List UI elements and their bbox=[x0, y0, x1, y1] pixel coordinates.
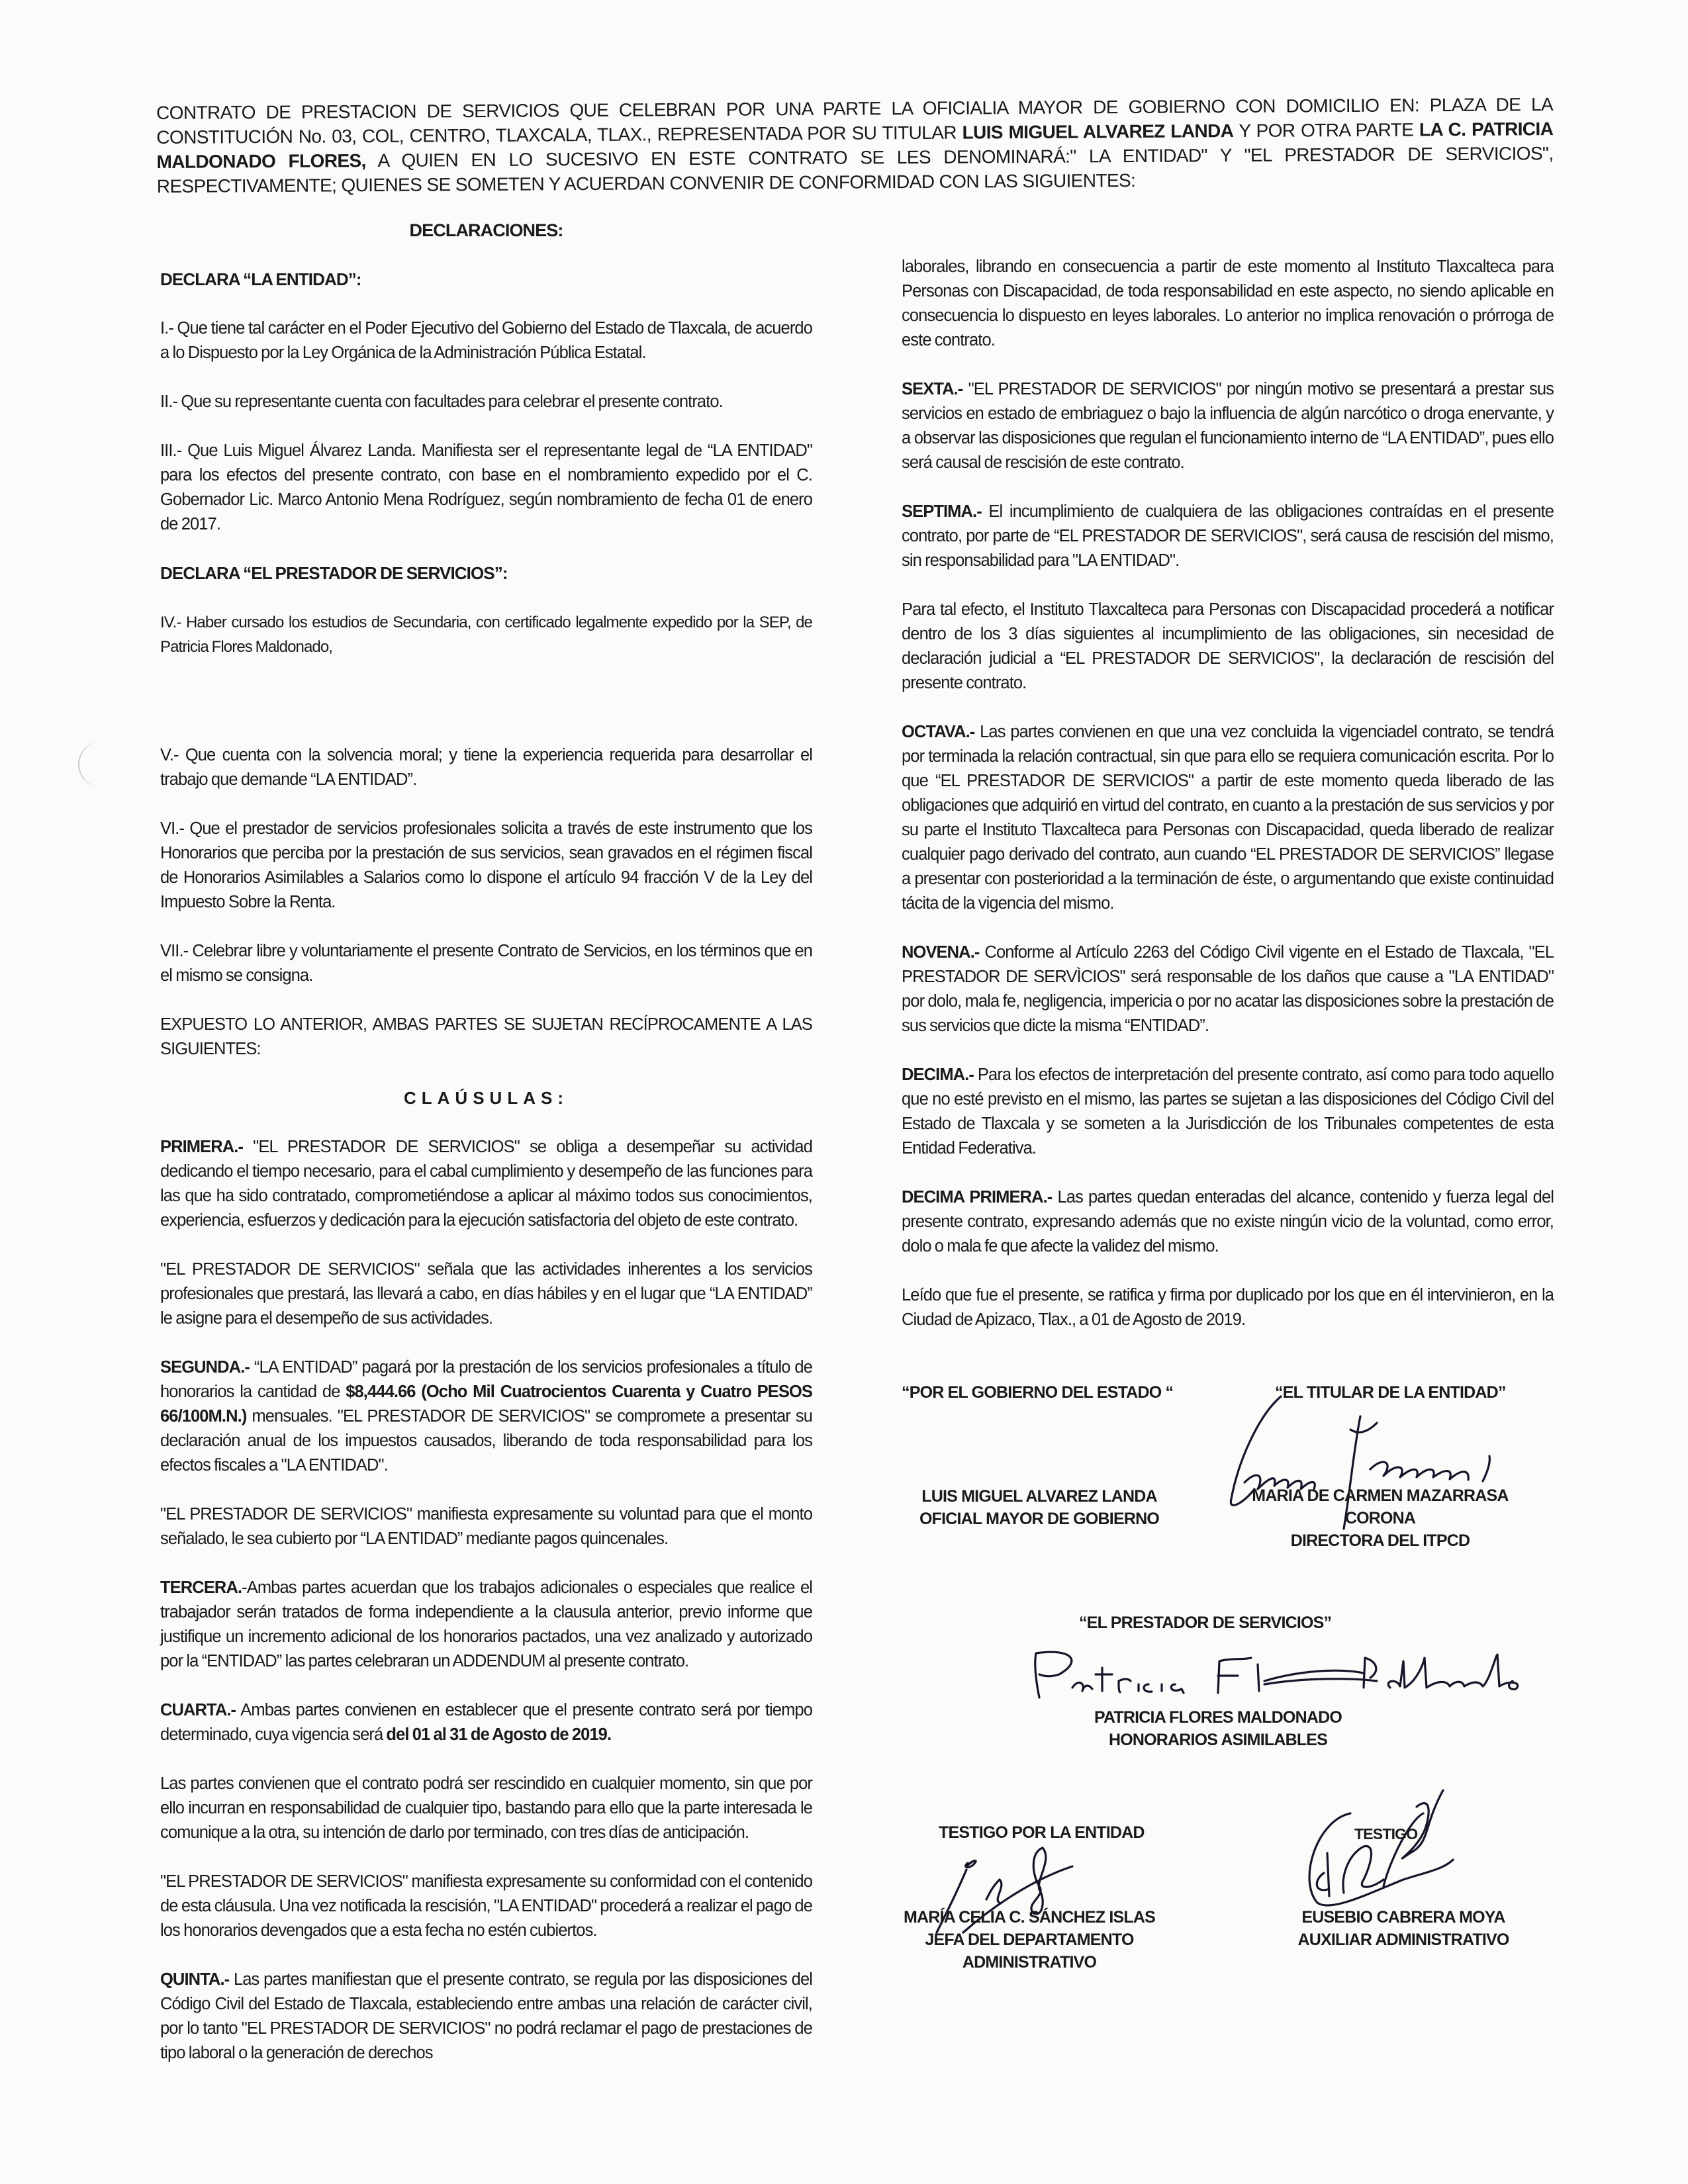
header-representative: LUIS MIGUEL ALVAREZ LANDA bbox=[962, 120, 1234, 143]
signatory-role: OFICIAL MAYOR DE GOBIERNO bbox=[919, 1510, 1159, 1528]
clausula-text: Para los efectos de interpretación del presente contrato, así como para todo aquello que no esté previsto en el mismo, las partes se sujetan a las disposiciones del Código Civil del Estado de Tlaxcala y se someten a la Jurisdicción de los Tribunales competentes de esta Entidad Federativa. bbox=[902, 1066, 1554, 1158]
clausula-segunda-p2: "EL PRESTADOR DE SERVICIOS" manifiesta expresamente su voluntad para que el monto señalado, le sea cubierto por “LA ENTIDAD” mediante pagos quincenales. bbox=[160, 1505, 812, 1548]
clausula-label: SEGUNDA.- bbox=[160, 1358, 250, 1377]
clausula-tercera bbox=[160, 1576, 812, 1674]
clausula-text: Las partes manifiestan que el presente contrato, se regula por las disposiciones del Código Civil del Estado de Tlaxcala, estableciendo entre ambas una relación de carácter civil, por lo tanto "EL PRESTADOR DE SERVICIOS" no podrá reclamar el pago de prestaciones de tipo laboral o la generación de derechos bbox=[160, 1970, 812, 2062]
signatory-name: MARÍA CELIA C. SÁNCHEZ ISLAS bbox=[904, 1908, 1155, 1927]
declaracion-v: V.- Que cuenta con la solvencia moral; y tiene la experiencia requerida para desarrollar el trabajo que demande “LA ENTIDAD”. bbox=[160, 746, 812, 789]
titular-signatory bbox=[1225, 1484, 1536, 1552]
header-provider: LA C. PATRICIA MALDONADO FLORES, bbox=[156, 118, 1554, 172]
declaracion-ii: II.- Que su representante cuenta con facultades para celebrar el presente contrato. bbox=[160, 392, 723, 411]
gobierno-heading: “POR EL GOBIERNO DEL ESTADO “ bbox=[902, 1383, 1174, 1402]
clausula-decima bbox=[902, 1063, 1554, 1161]
contract-period: del 01 al 31 de Agosto de 2019. bbox=[386, 1725, 612, 1744]
clausula-sexta bbox=[902, 377, 1554, 475]
testigo1-heading: TESTIGO POR LA ENTIDAD bbox=[939, 1823, 1145, 1842]
clausulas-title: CLAÚSULAS: bbox=[404, 1088, 569, 1108]
testigo1-signatory bbox=[880, 1906, 1178, 1974]
clausula-text: "EL PRESTADOR DE SERVICIOS" se obliga a desempeñar su actividad dedicando el tiempo necesario, para el cabal cumplimiento y desempeño de las funciones para las que ha sido contratado, comprometiéndose a aplicar al máximo todos sus conocimientos, experiencia, esfuerzos y dedicación para la ejecución satisfactoria del objeto de este contrato. bbox=[160, 1138, 812, 1230]
testigo2-heading: TESTIGO bbox=[1354, 1825, 1418, 1843]
clausula-segunda bbox=[160, 1355, 812, 1478]
clausula-label: QUINTA.- bbox=[160, 1970, 230, 1989]
clausula-cuarta bbox=[160, 1698, 812, 1747]
clausula-novena bbox=[902, 940, 1554, 1038]
declaraciones-title: DECLARACIONES: bbox=[409, 220, 563, 240]
declara-prestador-heading: DECLARA “EL PRESTADOR DE SERVICIOS”: bbox=[160, 563, 508, 583]
clausula-quinta-cont: laborales, librando en consecuencia a partir de este momento al Instituto Tlaxcalteca para Personas con Discapacidad, de toda responsabilidad en este aspecto, no siendo aplicable en consecuencia lo dispuesto en leyes laborales. Lo anterior no implica renovación o prórroga de este contrato. bbox=[902, 257, 1554, 349]
signatory-role: JEFA DEL DEPARTAMENTO bbox=[925, 1931, 1134, 1949]
left-column bbox=[160, 218, 812, 2090]
clausula-label: SEPTIMA.- bbox=[902, 502, 982, 521]
clausula-label: OCTAVA.- bbox=[902, 723, 975, 741]
clausula-text: -Ambas partes acuerdan que los trabajos adicionales o especiales que realice el trabajador serán tratados de forma independiente a la clausula anterior, previo informe que justifique un incremento adicional de los honorarios pactados, una vez analizado y autorizado por la “ENTIDAD” las partes celebraran un ADDENDUM al presente contrato. bbox=[160, 1578, 812, 1670]
prestador-signature bbox=[1019, 1648, 1549, 1707]
gobierno-signatory bbox=[887, 1485, 1192, 1530]
declaracion-i: I.- Que tiene tal carácter en el Poder Ejecutivo del Gobierno del Estado de Tlaxcala, de acuerdo a lo Dispuesto por la Ley Orgánica de la Administración Pública Estatal. bbox=[160, 319, 812, 362]
clausula-text: "EL PRESTADOR DE SERVICIOS" por ningún motivo se presentará a prestar sus servicios en estado de embriaguez o bajo la influencia de algún narcótico o droga enervante, y a observar las disposiciones que regulan el funcionamiento interno de “LA ENTIDAD”, pues ello será causal de rescisión de este contrato. bbox=[902, 380, 1554, 472]
clausula-label: DECIMA.- bbox=[902, 1066, 974, 1084]
clausula-quinta bbox=[160, 1968, 812, 2066]
scan-mark bbox=[78, 741, 126, 788]
clausula-octava bbox=[902, 720, 1554, 916]
prestador-heading: “EL PRESTADOR DE SERVICIOS” bbox=[1079, 1614, 1332, 1632]
expuesto-paragraph: EXPUESTO LO ANTERIOR, AMBAS PARTES SE SUJETAN RECÍPROCAMENTE A LAS SIGUIENTES: bbox=[160, 1015, 812, 1058]
testigo2-signatory bbox=[1284, 1906, 1523, 1951]
signatory-role-cont: ADMINISTRATIVO bbox=[962, 1953, 1097, 1972]
clausula-primera bbox=[160, 1135, 812, 1233]
clausula-label: TERCERA. bbox=[160, 1578, 242, 1597]
declaracion-vii: VII.- Celebrar libre y voluntariamente el presente Contrato de Servicios, en los términos que en el mismo se consigna. bbox=[160, 942, 812, 985]
prestador-signatory bbox=[1046, 1706, 1390, 1751]
clausula-cuarta-p3: "EL PRESTADOR DE SERVICIOS" manifiesta expresamente su conformidad con el contenido de esta cláusula. Una vez notificada la rescisión, "LA ENTIDAD" procederá a realizar el pago de los honorarios devengados que a esta fecha no estén cubiertos. bbox=[160, 1872, 812, 1940]
declaracion-iv: IV.- Haber cursado los estudios de Secundaria, con certificado legalmente expedido por la SEP, de Patricia Flores Maldonado, bbox=[160, 614, 812, 656]
header-text: Y POR OTRA PARTE bbox=[1233, 119, 1420, 142]
clausula-text: Las partes convienen en que una vez concluida la vigenciadel contrato, se tendrá por terminada la relación contractual, sin que para ello se requiera comunicación escrita. Por lo que “EL PRESTADOR DE SERVICIOS" a partir de este momento queda liberado de las obligaciones que adquirió en virtud del contrato, en cuanto a la prestación de sus servicios y por su parte el Instituto Tlaxcalteca para Personas con Discapacidad, queda liberado de realizar cualquier pago derivado del contrato, aun cuando “EL PRESTADOR DE SERVICIOS” llegase a presentar con posterioridad a la terminación de éste, o argumentando que existe continuidad tácita de la vigencia del mismo. bbox=[902, 723, 1554, 913]
titular-heading: “EL TITULAR DE LA ENTIDAD” bbox=[1275, 1383, 1506, 1402]
declara-entidad-heading: DECLARA “LA ENTIDAD”: bbox=[160, 269, 361, 289]
signatory-name: PATRICIA FLORES MALDONADO bbox=[1094, 1708, 1342, 1727]
clausula-text: Conforme al Artículo 2263 del Código Civil vigente en el Estado de Tlaxcala, "EL PRESTADOR DE SERVÌCIOS" será responsable de los daños que cause a "LA ENTIDAD" por dolo, mala fe, negligencia, impericia o por no acatar las disposiciones sobre la prestación de sus servicios que dicte la misma “ENTIDAD”. bbox=[902, 943, 1554, 1035]
clausula-label: PRIMERA.- bbox=[160, 1138, 244, 1156]
declaracion-iii: III.- Que Luis Miguel Álvarez Landa. Manifiesta ser el representante legal de “LA ENTIDAD" para los efectos del presente contrato, con base en el nombramiento expedido por el C. Gobernador Lic. Marco Antonio Mena Rodríguez, según nombramiento de fecha 01 de enero de 2017. bbox=[160, 441, 812, 533]
payment-amount: $8,444.66 (Ocho Mil Cuatrocientos Cuarenta y Cuatro PESOS 66/100M.N.) bbox=[160, 1383, 812, 1426]
clausula-decima-primera bbox=[902, 1185, 1554, 1259]
clausula-text: Las partes quedan enteradas del alcance, contenido y fuerza legal del presente contrato, expresando además que no existe ningún vicio de la voluntad, como error, dolo o mala fe que afecte la validez del mismo. bbox=[902, 1188, 1554, 1255]
contract-header bbox=[156, 92, 1554, 199]
header-text: A QUIEN EN LO SUCESIVO EN ESTE CONTRATO SE LES DENOMINARÁ:" LA ENTIDAD" Y "EL PRESTADOR DE SERVICIOS", RESPECTIVAMENTE; QUIENES SE SOMETEN Y ACUERDAN CONVENIR DE CONFORMIDAD CON LAS SIGUIENTES: bbox=[156, 143, 1554, 197]
clausula-text: mensuales. "EL PRESTADOR DE SERVICIOS" se compromete a presentar su declaración anual de los impuestos causados, liberando de toda responsabilidad para los efectos fiscales a "LA ENTIDAD". bbox=[160, 1407, 812, 1475]
signatory-name: LUIS MIGUEL ALVAREZ LANDA bbox=[921, 1487, 1157, 1506]
clausula-septima bbox=[902, 500, 1554, 573]
clausula-text: El incumplimiento de cualquiera de las obligaciones contraídas en el presente contrato, por parte de “EL PRESTADOR DE SERVICIOS", será causa de rescisión del mismo, sin responsabilidad para "LA ENTIDAD". bbox=[902, 502, 1554, 570]
clausula-label: DECIMA PRIMERA.- bbox=[902, 1188, 1053, 1206]
clausula-label: NOVENA.- bbox=[902, 943, 980, 962]
signatory-name: MARIA DE CARMEN MAZARRASA bbox=[1252, 1486, 1509, 1505]
right-column bbox=[902, 255, 1554, 1357]
signatory-role: AUXILIAR ADMINISTRATIVO bbox=[1297, 1931, 1509, 1949]
signatory-name: EUSEBIO CABRERA MOYA bbox=[1301, 1908, 1505, 1927]
clausula-label: SEXTA.- bbox=[902, 380, 963, 398]
signatory-role: DIRECTORA DEL ITPCD bbox=[1290, 1531, 1470, 1550]
testigo2-signature bbox=[1291, 1780, 1463, 1919]
signatory-name-cont: CORONA bbox=[1344, 1509, 1416, 1527]
clausula-text: Ambas partes convienen en establecer que el presente contrato será por tiempo determinado, cuya vigencia será bbox=[160, 1701, 812, 1744]
clausula-septima-p2: Para tal efecto, el Instituto Tlaxcalteca para Personas con Discapacidad procederá a notificar dentro de los 3 días siguientes al incumplimiento de las obligaciones, sin necesidad de declaración judicial a “EL PRESTADOR DE SERVICIOS", la declaración de rescisión del presente contrato. bbox=[902, 600, 1554, 692]
clausula-text: “LA ENTIDAD” pagará por la prestación de los servicios profesionales a título de honorarios la cantidad de bbox=[160, 1358, 812, 1401]
header-text: CONTRATO DE PRESTACION DE SERVICIOS QUE CELEBRAN POR UNA PARTE LA OFICIALIA MAYOR DE GOBIERNO CON DOMICILIO EN: PLAZA DE LA CONSTITUCIÓN No. 03, COL, CENTRO, TLAXCALA, TLAX., REPRESENTADA POR SU TITULAR bbox=[156, 94, 1554, 148]
signatory-role: HONORARIOS ASIMILABLES bbox=[1108, 1731, 1328, 1749]
closing-paragraph: Leído que fue el presente, se ratifica y firma por duplicado por los que en él intervinieron, en la Ciudad de Apizaco, Tlax., a 01 de Agosto de 2019. bbox=[902, 1286, 1554, 1329]
clausula-cuarta-p2: Las partes convienen que el contrato podrá ser rescindido en cualquier momento, sin que por ello incurran en responsabilidad de cualquier tipo, bastando para ello que la parte interesada le comunique a la otra, su intención de darlo por terminado, con tres días de anticipación. bbox=[160, 1774, 812, 1842]
clausula-primera-p2: "EL PRESTADOR DE SERVICIOS" señala que las actividades inherentes a los servicios profesionales que prestará, las llevará a cabo, en días hábiles y en el lugar que “LA ENTIDAD” le asigne para el desempeño de sus actividades. bbox=[160, 1260, 812, 1328]
declaracion-vi: VI.- Que el prestador de servicios profesionales solicita a través de este instrumento que los Honorarios que perciba por la prestación de sus servicios, sean gravados en el régimen fiscal de Honorarios Asimilables a Salarios como lo dispone el artículo 94 fracción V de la Ley del Impuesto Sobre la Renta. bbox=[160, 819, 812, 911]
clausula-label: CUARTA.- bbox=[160, 1701, 236, 1719]
